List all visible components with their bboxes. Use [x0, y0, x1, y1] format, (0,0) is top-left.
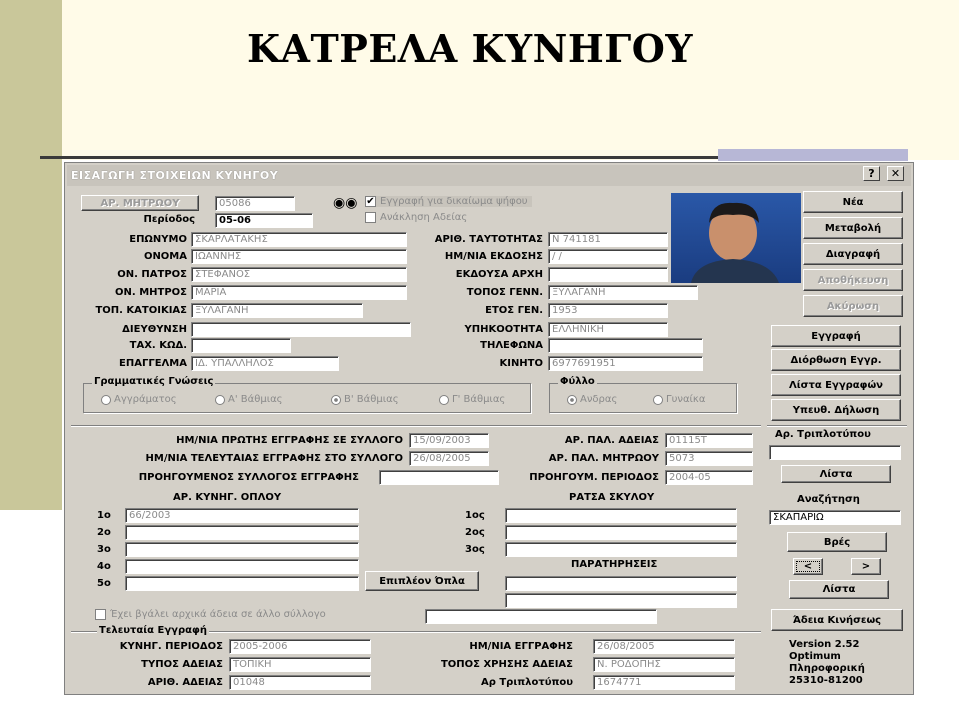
slide-divider	[40, 156, 720, 159]
kinito-label: ΚΙΝΗΤΟ	[499, 358, 543, 369]
close-icon[interactable]: ✕	[887, 166, 904, 181]
skyloi-row-3-label: 3ος	[465, 544, 485, 555]
ypikootita-input[interactable]: ΕΛΛΗΝΙΚΗ	[548, 322, 668, 337]
version-line: Version 2.52	[789, 639, 860, 650]
metavoli-button[interactable]: Μεταβολή	[803, 217, 903, 239]
katoikia-label: ΤΟΠ. ΚΑΤΟΙΚΙΑΣ	[95, 305, 187, 316]
pal-mitroou-input[interactable]: 5073	[665, 451, 753, 466]
prev-button[interactable]: <	[793, 558, 823, 575]
radio-g-vathmias[interactable]	[439, 394, 505, 405]
opla-row-1-input[interactable]: 66/2003	[125, 508, 359, 523]
lista-button-2[interactable]: Λίστα	[789, 580, 889, 599]
apothikeysi-button[interactable]: Αποθήκευση	[803, 269, 903, 291]
hunter-photo	[671, 193, 801, 283]
gnoseis-title: Γραμματικές Γνώσεις	[94, 376, 214, 387]
tilefona-input[interactable]	[548, 338, 703, 353]
vendor-line: Optimum	[789, 651, 841, 662]
ar-mitroou-button[interactable]: ΑΡ. ΜΗΤΡΩΟΥ	[81, 195, 199, 211]
taytotita-label: ΑΡΙΘ. ΤΑΥΤΟΤΗΤΑΣ	[434, 234, 543, 245]
radio-gynaika[interactable]	[653, 394, 705, 405]
patros-label: ΟΝ. ΠΑΤΡΟΣ	[117, 269, 187, 280]
periodos-label: Περίοδος	[143, 214, 195, 225]
slide-top-band	[62, 0, 959, 160]
last-topos-label: ΤΟΠΟΣ ΧΡΗΣΗΣ ΑΔΕΙΑΣ	[440, 659, 573, 670]
fyllo-title: Φύλλο	[560, 376, 595, 387]
ekdosi-input[interactable]: / /	[548, 249, 668, 264]
radio-b-vathmias[interactable]	[331, 394, 399, 405]
last-typos-input[interactable]: ΤΟΠΙΚΗ	[229, 657, 371, 672]
teleytaia-input[interactable]: 26/08/2005	[409, 451, 489, 466]
last-hm-label: ΗΜ/ΝΙΑ ΕΓΓΡΑΦΗΣ	[469, 641, 573, 652]
version-info	[789, 639, 865, 687]
teleytaia-label: ΗΜ/ΝΙΑ ΤΕΛΕΥΤΑΙΑΣ ΕΓΓΡΑΦΗΣ ΣΤΟ ΣΥΛΛΟΓΟ	[145, 453, 403, 464]
dikaioma-checkbox[interactable]	[365, 196, 532, 207]
slide-accent-bar	[718, 149, 908, 161]
triplotypou-input[interactable]	[769, 445, 901, 460]
proti-label: ΗΜ/ΝΙΑ ΠΡΩΤΗΣ ΕΓΓΡΑΦΗΣ ΣΕ ΣΥΛΛΟΓΟ	[176, 435, 403, 446]
skyloi-title: ΡΑΤΣΑ ΣΚΥΛΟΥ	[569, 492, 655, 503]
last-reg-title: Τελευταία Εγγραφή	[99, 625, 207, 636]
hunter-entry-window	[64, 162, 914, 695]
help-button[interactable]: ?	[863, 166, 880, 181]
radio-g-label: Γ' Βάθμιας	[452, 394, 506, 405]
anazitisi-label: Αναζήτηση	[797, 494, 860, 505]
opla-row-3-label: 3ο	[97, 544, 111, 555]
opla-row-5-input[interactable]	[125, 576, 359, 591]
last-arith-input[interactable]: 01048	[229, 675, 371, 690]
skyloi-row-2-label: 2ος	[465, 527, 485, 538]
ekdosi-label: ΗΜ/ΝΙΑ ΕΚΔΟΣΗΣ	[444, 251, 543, 262]
dieythynsi-label: ΔΙΕΥΘΥΝΣΗ	[122, 324, 187, 335]
last-topos-input[interactable]: Ν. ΡΟΔΟΠΗΣ	[593, 657, 735, 672]
section-separator	[71, 425, 761, 427]
epaggelma-input[interactable]: ΙΔ. ΥΠΑΛΛΗΛΟΣ	[191, 356, 339, 371]
prog-periodos-label: ΠΡΟΗΓΟΥΜ. ΠΕΡΙΟΔΟΣ	[529, 472, 659, 483]
skyloi-row-3-input[interactable]	[505, 542, 737, 557]
binoculars-icon[interactable]: ◉◉	[333, 195, 358, 211]
last-periodos-input[interactable]: 2005-2006	[229, 639, 371, 654]
anazitisi-input[interactable]: ΣΚΑΠΑΡΙΩ	[769, 510, 901, 525]
slide-title: ΚΑΤΡΕΛΑ ΚΥΝΗΓΟΥ	[246, 26, 694, 71]
last-typos-label: ΤΥΠΟΣ ΑΔΕΙΑΣ	[141, 659, 223, 670]
tilefona-label: ΤΗΛΕΦΩΝΑ	[480, 340, 543, 351]
anaklisi-checkbox[interactable]	[365, 212, 467, 223]
skyloi-row-1-label: 1ος	[465, 510, 485, 521]
radio-a-vathmias[interactable]	[215, 394, 283, 405]
next-button[interactable]: >	[851, 558, 881, 575]
radio-andras[interactable]	[567, 394, 617, 405]
triplotypou-label: Αρ. Τριπλοτύπου	[775, 429, 871, 440]
lista-button-1[interactable]: Λίστα	[781, 465, 891, 483]
eponymo-input[interactable]: ΣΚΑΡΛΑΤΑΚΗΣ	[191, 232, 407, 247]
radio-a-label: Α' Βάθμιας	[228, 394, 283, 405]
radio-andras-label: Ανδρας	[580, 394, 618, 405]
opla-row-1-label: 1ο	[97, 510, 111, 521]
mitros-input[interactable]: ΜΑΡΙΑ	[191, 285, 407, 300]
katoikia-input[interactable]: ΞΥΛΑΓΑΝΗ	[191, 303, 363, 318]
etos-label: ΕΤΟΣ ΓΕΝ.	[485, 305, 543, 316]
opla-row-2-input[interactable]	[125, 525, 359, 540]
opla-row-4-input[interactable]	[125, 559, 359, 574]
proti-input[interactable]: 15/09/2003	[409, 433, 489, 448]
window-titlebar	[67, 165, 911, 186]
paratiriseis-label: ΠΑΡΑΤΗΡΗΣΕΙΣ	[571, 559, 658, 570]
etos-input[interactable]: 1953	[548, 303, 668, 318]
tk-label: ΤΑΧ. ΚΩΔ.	[129, 340, 187, 351]
opla-title: ΑΡ. ΚΥΝΗΓ. ΟΠΛΟΥ	[173, 492, 282, 503]
checkbox-box-icon	[365, 212, 376, 223]
anaklisi-label: Ανάκληση Αδείας	[380, 212, 468, 223]
akyrosi-button[interactable]: Ακύρωση	[803, 295, 903, 317]
radio-aggramatos-label: Αγγράματος	[114, 394, 177, 405]
onoma-input[interactable]: ΙΩΑΝΝΗΣ	[191, 249, 407, 264]
pal-mitroou-label: ΑΡ. ΠΑΛ. ΜΗΤΡΩΟΥ	[548, 453, 659, 464]
last-trip-input[interactable]: 1674771	[593, 675, 735, 690]
opla-row-3-input[interactable]	[125, 542, 359, 557]
opla-row-2-label: 2ο	[97, 527, 111, 538]
last-trip-label: Αρ Τριπλοτύπου	[480, 677, 573, 688]
skyloi-row-1-input[interactable]	[505, 508, 737, 523]
vres-button[interactable]: Βρές	[787, 532, 887, 552]
arxi-label: ΕΚΔΟΥΣΑ ΑΡΧΗ	[455, 269, 543, 280]
radio-gynaika-label: Γυναίκα	[666, 394, 706, 405]
arxi-input[interactable]	[548, 267, 668, 282]
mitros-label: ΟΝ. ΜΗΤΡΟΣ	[115, 287, 187, 298]
opla-row-5-label: 5ο	[97, 578, 111, 589]
checkbox-box-icon	[95, 609, 106, 620]
pal-adeias-input[interactable]: 01115Τ	[665, 433, 753, 448]
diorthosi-button[interactable]: Διόρθωση Εγγρ.	[771, 349, 901, 371]
right-separator	[767, 425, 907, 427]
progoumenos-input[interactable]	[379, 470, 499, 485]
periodos-input[interactable]: 05-06	[215, 213, 313, 228]
vendor-sub-line: Πληροφορική	[789, 663, 865, 674]
phone-line: 25310-81200	[789, 675, 863, 686]
tk-input[interactable]	[191, 338, 291, 353]
allos-syllogos-checkbox[interactable]	[95, 609, 326, 620]
prog-periodos-input[interactable]: 2004-05	[665, 470, 753, 485]
radio-aggramatos[interactable]	[101, 394, 177, 405]
taytotita-input[interactable]: Ν 741181	[548, 232, 668, 247]
eggrafi-button[interactable]: Εγγραφή	[771, 325, 901, 347]
ypeyth-dilosi-button[interactable]: Υπευθ. Δήλωση	[771, 399, 901, 421]
topos-gen-label: ΤΟΠΟΣ ΓΕΝΝ.	[466, 287, 543, 298]
lista-eggrafon-button[interactable]: Λίστα Εγγραφών	[771, 374, 901, 396]
skyloi-row-2-input[interactable]	[505, 525, 737, 540]
paratiriseis-input-2[interactable]	[505, 593, 737, 608]
epipleon-opla-button[interactable]: Επιπλέον Όπλα	[365, 571, 479, 591]
radio-b-label: Β' Βάθμιας	[344, 394, 399, 405]
topos-gen-input[interactable]: ΞΥΛΑΓΑΝΗ	[548, 285, 698, 300]
pal-adeias-label: ΑΡ. ΠΑΛ. ΑΔΕΙΑΣ	[564, 435, 659, 446]
dikaioma-label: Εγγραφή για δικαίωμα ψήφου	[380, 196, 528, 207]
eponymo-label: ΕΠΩΝΥΜΟ	[129, 234, 187, 245]
checkmark-icon: ✔	[366, 196, 375, 207]
patros-input[interactable]: ΣΤΕΦΑΝΟΣ	[191, 267, 407, 282]
window-title: ΕΙΣΑΓΩΓΗ ΣΤΟΙΧΕΙΩΝ ΚΥΝΗΓΟΥ	[71, 169, 279, 182]
paratiriseis-input-1[interactable]	[505, 576, 737, 591]
dieythynsi-input[interactable]	[191, 322, 411, 337]
kinito-input[interactable]: 6977691951	[548, 356, 703, 371]
allos-syllogos-input[interactable]	[425, 609, 657, 624]
adeia-kiniseos-button[interactable]: Άδεια Κινήσεως	[771, 609, 903, 631]
ypikootita-label: ΥΠΗΚΟΟΤΗΤΑ	[464, 324, 543, 335]
last-arith-label: ΑΡΙΘ. ΑΔΕΙΑΣ	[147, 677, 223, 688]
nea-button[interactable]: Νέα	[803, 191, 903, 213]
epaggelma-label: ΕΠΑΓΓΕΛΜΑ	[119, 358, 187, 369]
ar-mitroou-input[interactable]: 05086	[215, 196, 295, 211]
slide-left-band	[0, 0, 62, 510]
progoumenos-label: ΠΡΟΗΓΟΥΜΕΝΟΣ ΣΥΛΛΟΓΟΣ ΕΓΓΡΑΦΗΣ	[138, 472, 359, 483]
allos-syllogos-label: Έχει βγάλει αρχικά άδεια σε άλλο σύλλογο	[110, 609, 326, 620]
onoma-label: ΟΝΟΜΑ	[143, 251, 187, 262]
opla-row-4-label: 4ο	[97, 561, 111, 572]
diagrafi-button[interactable]: Διαγραφή	[803, 243, 903, 265]
person-silhouette-icon	[671, 193, 801, 283]
last-periodos-label: ΚΥΝΗΓ. ΠΕΡΙΟΔΟΣ	[119, 641, 223, 652]
last-hm-input[interactable]: 26/08/2005	[593, 639, 735, 654]
